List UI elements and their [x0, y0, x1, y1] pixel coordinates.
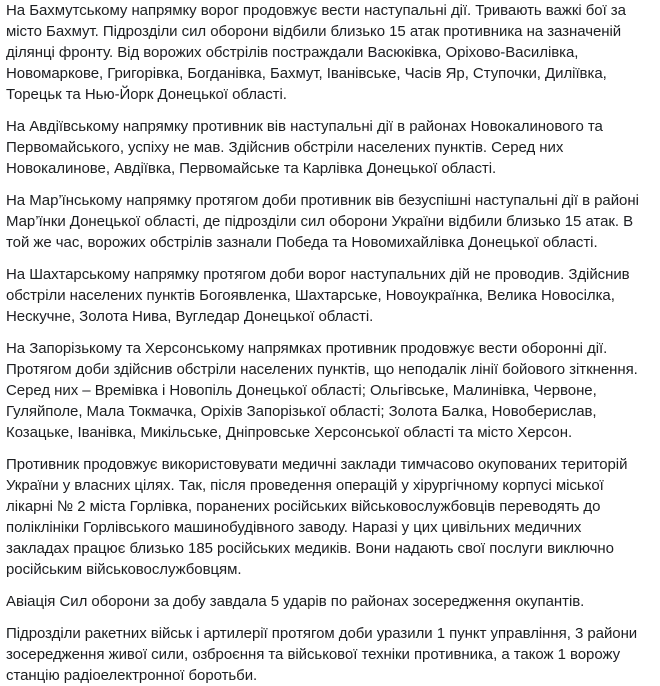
- paragraph-medical-facilities: Противник продовжує використовувати медичні заклади тимчасово окупованих територій України у власних цілях. Так, після проведення операцій у хірургічному корпусі міської лікарні № 2 міста Горлівка, поранених російських військовослужбовців переводять до поліклініки Горлівського машинобудівного заводу. Наразі у цих цивільних медичних закладах працює близько 185 російських медиків. Вони надають свої послуги виключно російським військовослужбовцям.: [6, 456, 628, 578]
- paragraph-bakhmut: На Бахмутському напрямку ворог продовжує вести наступальні дії. Тривають важкі бої за місто Бахмут. Підрозділи сил оборони відбили близько 15 атак противника на зазначеній ділянці фронту. Від ворожих обстрілів постраждали Васюківка, Оріхово-Василівка, Новомаркове, Григорівка, Богданівка, Бахмут, Іванівське, Часів Яр, Ступочки, Диліївка, Торецьк та Нью-Йорк Донецької області.: [6, 2, 626, 103]
- paragraph-shakhtarsk: На Шахтарському напрямку протягом доби ворог наступальних дій не проводив. Здійснив обстріли населених пунктів Богоявленка, Шахтарське, Новоукраїнка, Велика Новосілка, Нескучне, Золота Нива, Вугледар Донецької області.: [6, 266, 630, 325]
- paragraph-aviation: Авіація Сил оборони за добу завдала 5 ударів по районах зосередження окупантів.: [6, 593, 585, 610]
- paragraph-avdiivka: На Авдіївському напрямку противник вів наступальні дії в районах Новокалинового та Первомайського, успіху не мав. Здійснив обстріли населених пунктів. Серед них Новокалинове, Авдіївка, Первомайське та Карлівка Донецької області.: [6, 118, 603, 177]
- paragraph-zaporizhzhia-kherson: На Запорізькому та Херсонському напрямках противник продовжує вести оборонні дії. Протягом доби здійснив обстріли населених пунктів, що неподалік лінії бойового зіткнення. Серед них – Времівка і Новопіль Донецької області; Ольгівське, Малинівка, Червоне, Гуляйполе, Мала Токмачка, Оріхів Запорізької області; Золота Балка, Новоберислав, Козацьке, Іванівка, Микільське, Дніпровське Херсонської області та місто Херсон.: [6, 340, 638, 441]
- paragraph-marinka: На Мар’їнському напрямку протягом доби противник вів безуспішні наступальні дії в районі Мар’їнки Донецької області, де підрозділи сил оборони України відбили близько 15 атак. В той же час, ворожих обстрілів зазнали Победа та Новомихайлівка Донецької області.: [6, 192, 639, 251]
- paragraph-artillery: Підрозділи ракетних військ і артилерії протягом доби уразили 1 пункт управління, 3 райони зосередження живої сили, озброєння та військової техніки противника, а також 1 ворожу станцію радіоелектронної боротьби.: [6, 625, 638, 684]
